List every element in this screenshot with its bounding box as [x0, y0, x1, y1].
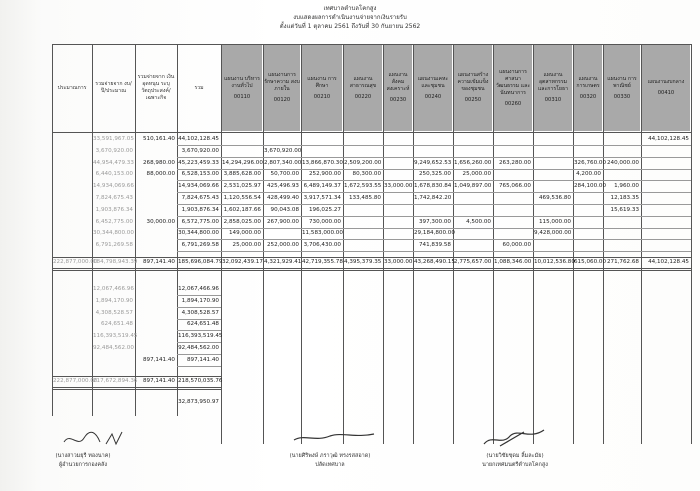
table-cell: 15,619.33: [610, 206, 639, 213]
table-cell: 4,308,528.57: [95, 309, 133, 316]
table-cell: 624,651.48: [186, 321, 219, 328]
table-cell: 1,088,346.00: [494, 259, 532, 265]
table-cell: 29,184,800.00: [414, 230, 455, 237]
table-cell: 6,528,153.00: [181, 171, 219, 178]
table-cell: 897,141.40: [142, 259, 175, 265]
table-cell: 284,100.00: [574, 183, 607, 190]
table-cell: 92,484,562.00: [93, 345, 134, 351]
table-cell: 13,866,870.30: [302, 159, 343, 166]
table-cell: 1,894,170.90: [181, 297, 219, 304]
column-header-code: 00210: [313, 93, 331, 100]
table-cell: 42,719,355.78: [302, 259, 343, 265]
table-cell: 12,183.35: [610, 195, 639, 201]
column-header-code: 00220: [354, 93, 372, 100]
table-cell: 263,280.00: [498, 159, 531, 166]
column-header-label: แผนงาน อุตสาหกรรม และการโยธา: [537, 72, 569, 92]
column-header: [384, 45, 412, 131]
table-cell: 267,900.00: [266, 218, 299, 225]
table-cell: 897,141.40: [142, 356, 175, 363]
column-header-code: 00120: [273, 97, 291, 103]
column-header-label: แผนงาน การพาณิชย์: [607, 75, 637, 89]
column-header: [136, 45, 176, 131]
table-cell: 1,678,830.84: [414, 183, 452, 190]
column-header-label: แผนงานงบกลาง: [647, 79, 685, 85]
table-cell: 32,092,439.17: [222, 259, 263, 265]
table-cell: 2,509,200.00: [344, 159, 382, 166]
table-cell: 4,308,528.57: [181, 309, 219, 316]
column-header-label: แผนงาน การศึกษา: [307, 75, 337, 89]
table-cell: 44,102,128.45: [178, 136, 219, 142]
table-cell: 185,696,084.79: [178, 259, 223, 265]
column-header: [414, 45, 452, 131]
column-header-label: แผนงานเคหะ และชุมชน: [417, 75, 449, 89]
table-cell: 2,807,340.00: [264, 159, 302, 166]
table-cell: 44,102,128.45: [648, 136, 689, 142]
table-cell: 116,393,519.45: [93, 333, 138, 340]
table-hline: [177, 180, 691, 181]
table-vline: [691, 44, 692, 444]
table-hline: [177, 251, 691, 252]
column-header-label: ประมาณการ: [57, 84, 87, 91]
table-cell: 252,000.00: [266, 242, 299, 249]
table-cell: 469,536.80: [538, 195, 571, 201]
column-header-label: รวม: [194, 84, 204, 91]
table-cell: 326,760.00: [574, 159, 607, 166]
signature-right-title: นายกเทศมนตรีตำบลโคกสูง: [482, 462, 548, 468]
table-cell: 271,762.68: [606, 259, 639, 265]
table-cell: 4,200.00: [576, 171, 601, 178]
table-cell: 33,591,967.05: [93, 136, 134, 142]
table-cell: 7,824,675.43: [95, 195, 133, 201]
table-cell: 88,000.00: [146, 171, 175, 178]
table-cell: 6,791,269.58: [95, 242, 133, 249]
report-period: ตั้งแต่วันที่ 1 ตุลาคม 2561 ถึงวันที่ 30 กันยายน 2562: [279, 23, 421, 30]
signature-left-title: ผู้อำนวยการกองคลัง: [58, 462, 108, 468]
table-hline: [177, 192, 691, 193]
table-cell: 14,934,069.66: [178, 183, 219, 190]
signature-left-scribble: [60, 428, 140, 450]
table-hline: [177, 228, 691, 229]
column-header-label: แผนงานการ รักษาความ สงบภายใน: [264, 72, 300, 92]
table-cell: 1,903,876.34: [95, 206, 133, 213]
table-cell: 43,268,490.15: [414, 259, 455, 265]
table-cell: 2,775,657.00: [454, 259, 492, 265]
table-hline: [177, 204, 691, 205]
signature-left-name: (นางสาวมยุรี ทองนาค): [55, 453, 111, 459]
table-cell: 4,395,379.35: [344, 259, 382, 265]
table-hline: [177, 354, 221, 355]
column-header-code: 00330: [613, 93, 631, 100]
table-hline: [52, 44, 691, 45]
table-hline: [177, 319, 221, 320]
column-header: [642, 45, 690, 131]
table-cell: 9,249,652.53: [414, 159, 452, 166]
table-cell: 3,885,628.00: [223, 171, 261, 178]
table-cell: 425,496.93: [266, 183, 299, 190]
table-cell: 218,570,035.76: [178, 377, 223, 384]
table-cell: 44,102,128.45: [648, 259, 689, 265]
table-cell: 3,670,920.00: [95, 147, 133, 154]
column-header: [302, 45, 342, 131]
table-cell: 615,060.00: [574, 259, 607, 265]
table-cell: 741,839.58: [418, 242, 451, 249]
report-title: งบแสดงผลการดำเนินงานจ่ายจากเงินรายรับ: [293, 14, 407, 21]
table-cell: 624,651.48: [100, 321, 133, 328]
table-hline: [52, 132, 691, 133]
table-cell: 3,670,920.00: [264, 147, 302, 154]
table-cell: 25,000.00: [462, 171, 491, 178]
column-header-code: 00230: [389, 97, 407, 103]
table-cell: 33,000.00: [384, 259, 413, 265]
table-hline: [177, 145, 691, 146]
table-cell: 25,000.00: [232, 242, 261, 249]
table-cell: 30,344,800.00: [93, 230, 134, 237]
table-cell: 897,141.40: [186, 356, 219, 363]
table-cell: 1,960.00: [614, 183, 639, 190]
signature-right-name: (นายวิชัยชุดม ลิ้มละมัย): [486, 453, 544, 459]
table-cell: 250,325.00: [418, 171, 451, 178]
table-cell: 45,223,459.33: [178, 159, 219, 166]
column-header-code: 00310: [544, 97, 562, 103]
table-cell: 765,066.00: [498, 183, 531, 190]
table-cell: 14,294,296.00: [222, 159, 263, 166]
table-cell: 730,000.00: [308, 218, 341, 225]
table-hline: [177, 366, 221, 367]
table-cell: 2,858,025.00: [223, 218, 261, 225]
table-cell: 7,824,675.43: [181, 195, 219, 201]
table-cell: 184,798,943.39: [93, 259, 138, 265]
table-cell: 3,917,571.34: [303, 195, 341, 201]
table-cell: 60,000.00: [502, 242, 531, 249]
table-cell: 10,012,536.80: [534, 259, 575, 265]
table-hline: [177, 330, 221, 331]
table-cell: 30,344,800.00: [178, 230, 219, 237]
column-header-label: แผนงาน สาธารณสุข: [349, 75, 377, 89]
column-header-label: แผนงาน บริหารงานทั่วไป: [224, 75, 260, 89]
table-cell: 116,393,519.45: [178, 333, 223, 340]
table-cell: 80,300.00: [352, 171, 381, 178]
column-header: [344, 45, 382, 131]
table-cell: 115,000.00: [538, 218, 571, 225]
table-cell: 1,672,593.55: [344, 183, 382, 190]
table-cell: 897,141.40: [142, 377, 175, 384]
column-header-code: 00410: [657, 90, 675, 96]
org-title: เทศบาลตำบลโคกสูง: [323, 5, 377, 12]
table-cell: 1,903,876.34: [181, 206, 219, 213]
table-cell: 6,440,153.00: [95, 171, 133, 178]
table-cell: 3,706,430.00: [303, 242, 341, 249]
column-header: [93, 45, 134, 131]
column-header-code: 00110: [233, 93, 251, 100]
table-hline: [52, 389, 221, 390]
table-cell: 30,000.00: [146, 218, 175, 225]
financial-table: [52, 44, 689, 444]
column-header-label: รวมจ่ายจาก งบ/ปี/ประมาณ: [95, 81, 132, 94]
column-header-label: แผนงาน สังคม สงเคราะห์: [386, 72, 410, 92]
table-hline: [177, 216, 691, 217]
table-cell: 33,000.00: [384, 183, 413, 190]
column-header: [494, 45, 532, 131]
table-cell: 252,900.00: [308, 171, 341, 178]
table-cell: 240,000.00: [606, 159, 639, 166]
table-cell: 1,049,897.00: [454, 183, 492, 190]
table-cell: 6,572,775.00: [181, 218, 219, 225]
table-cell: 4,500.00: [466, 218, 491, 225]
table-hline: [177, 169, 691, 170]
table-cell: 149,000.00: [228, 230, 261, 237]
table-cell: 1,602,187.66: [223, 206, 261, 213]
table-cell: 32,873,950.97: [178, 398, 219, 405]
table-cell: 217,672,894.36: [93, 377, 138, 384]
table-cell: 44,954,479.33: [93, 159, 134, 166]
table-hline: [177, 157, 691, 158]
table-cell: 222,877,000.00: [53, 259, 98, 265]
column-header-code: 00260: [504, 100, 522, 107]
table-cell: 268,980.00: [142, 159, 175, 166]
table-cell: 6,489,149.37: [303, 183, 341, 190]
table-hline: [177, 239, 691, 240]
table-hline: [177, 307, 221, 308]
table-cell: 3,670,920.00: [181, 147, 219, 154]
column-header: [264, 45, 300, 131]
table-cell: 2,531,025.97: [223, 183, 261, 190]
table-cell: 9,428,000.00: [534, 230, 572, 237]
column-header-label: แผนงานการ ศาสนา วัฒนธรรม และนันทนาการ: [495, 68, 531, 96]
table-cell: 11,583,000.00: [302, 230, 343, 237]
column-header: [53, 45, 91, 131]
signature-mid-name: (นายศิริพงษ์ ภราวุฒิ ทรงรสสอาด): [289, 453, 371, 459]
column-header: [574, 45, 602, 131]
table-cell: 133,485.80: [348, 195, 381, 201]
signature-mid-title: ปลัดเทศบาล: [315, 462, 345, 468]
column-header-label: รวมจ่ายจาก เงินอุดหนุน ระบุ วัตถุประสงค์/ เฉพาะกิจ: [137, 74, 175, 101]
table-cell: 6,791,269.58: [181, 242, 219, 249]
column-header-code: 00250: [464, 97, 482, 103]
column-header: [454, 45, 492, 131]
table-cell: 222,877,000.00: [53, 377, 98, 384]
table-hline: [52, 376, 221, 377]
signature-right-scribble: [480, 424, 550, 450]
column-header: [222, 45, 262, 131]
column-header-code: 00240: [424, 93, 442, 100]
column-header: [604, 45, 640, 131]
table-cell: 12,067,466.96: [93, 286, 134, 292]
table-cell: 196,025.27: [308, 206, 341, 213]
column-header-code: 00320: [579, 93, 597, 100]
table-hline: [52, 257, 691, 258]
table-cell: 1,894,170.90: [95, 297, 133, 304]
table-cell: 14,934,069.66: [93, 183, 134, 190]
column-header-label: แผนงาน การเกษตร: [576, 75, 600, 89]
table-cell: 12,067,466.96: [178, 286, 219, 292]
column-header: [534, 45, 572, 131]
signature-mid-scribble: [290, 428, 380, 448]
table-cell: 397,300.00: [418, 218, 451, 225]
table-hline: [52, 270, 691, 271]
table-hline: [52, 387, 221, 388]
column-header: [178, 45, 220, 131]
table-cell: 50,700.00: [270, 171, 299, 178]
table-cell: 90,043.08: [270, 206, 299, 213]
table-cell: 1,742,842.20: [414, 195, 452, 201]
table-hline: [52, 268, 691, 269]
table-cell: 4,321,929.41: [264, 259, 302, 265]
column-header-label: แผนงานสร้าง ความเข้มแข็ง ของชุมชน: [457, 72, 489, 92]
table-cell: 92,484,562.00: [178, 345, 219, 351]
table-hline: [177, 342, 221, 343]
table-hline: [177, 295, 221, 296]
table-cell: 6,452,775.00: [95, 218, 133, 225]
table-cell: 428,499.40: [266, 195, 299, 201]
table-cell: 1,656,260.00: [454, 159, 492, 166]
table-cell: 510,161.40: [142, 136, 175, 142]
table-cell: 1,120,556.54: [223, 195, 261, 201]
